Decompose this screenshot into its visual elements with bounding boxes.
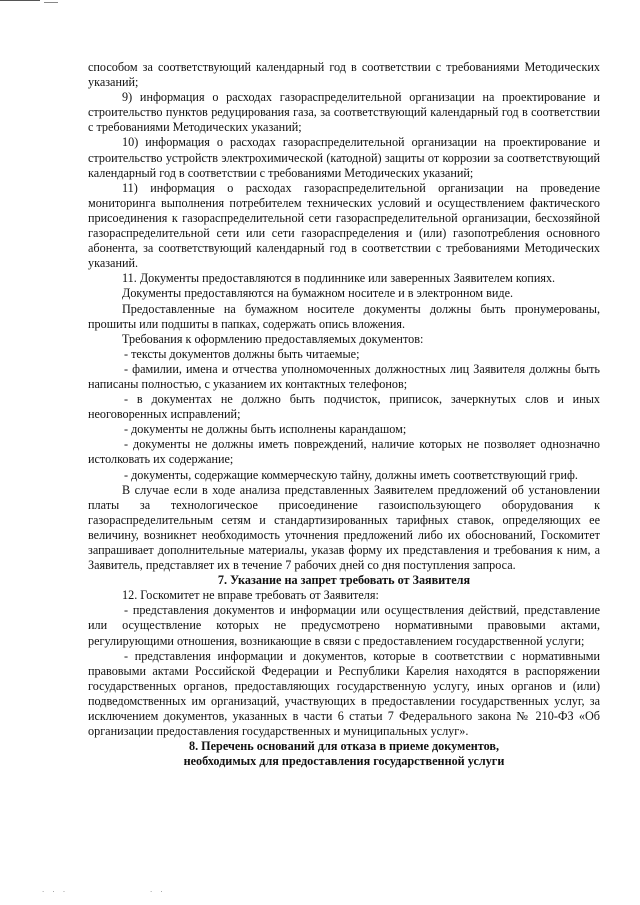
prohibition-item: - представления информации и документов, которые в соответствии с нормативными правовыми актами Российской Федерации и Республики Карелия находятся в распоряжении государственных органов, предоставляющих государственную услугу, иных органов и (или) подведомственных им организаций, участвующих в предоставлении государственных услуг, за исключением документов, указанных в части 6 статьи 7 Федерального закона № 210-ФЗ «Об организации предоставления государственных и муниципальных услуг». — [88, 648, 600, 739]
paragraph-item-9: 9) информация о расходах газораспределительной организации на проектирование и строительство пунктов редуцирования газа, за соответствующий календарный год в соответствии с требованиями Методических указаний; — [88, 90, 600, 135]
scan-mark-top-2 — [44, 2, 58, 4]
paragraph-requirements-intro: Требования к оформлению предоставляемых документов: — [122, 331, 424, 346]
paragraph-1: способом за соответствующий календарный год в соответствии с требованиями Методических указаний; — [88, 60, 600, 90]
requirement-item: - документы, содержащие коммерческую тайну, должны иметь соответствующий гриф. — [124, 467, 578, 482]
paragraph-clarification: В случае если в ходе анализа представленных Заявителем предложений об установлении платы за технологическое присоединение газоиспользующего оборудования к газораспределительным сетям и стандартизированных тарифных ставок, определяющих ее величину, возникнет необходимость уточнения предложений либо их обоснований, Госкомитет запрашивает дополнительные материалы, указав форму их представления и требования к ним, а Заявитель, представляет их в течение 7 рабочих дней со дня поступления запроса. — [88, 482, 600, 573]
section-8-heading-line-1: 8. Перечень оснований для отказа в приеме документов, — [188, 739, 500, 754]
requirement-item: - тексты документов должны быть читаемые; — [124, 346, 360, 361]
section-8-heading-line-2: необходимых для предоставления государственной услуги — [183, 754, 505, 769]
requirement-item: - документы не должны быть исполнены карандашом; — [124, 422, 407, 437]
requirement-item: - в документах не должно быть подчисток, приписок, зачеркнутых слов и иных неоговоренных исправлений; — [88, 392, 600, 422]
paragraph-numbering: Предоставленные на бумажном носителе документы должны быть пронумерованы, прошиты или подшиты в папках, содержать опись вложения. — [88, 301, 600, 331]
paragraph-clause-12: 12. Госкомитет не вправе требовать от Заявителя: — [122, 588, 379, 603]
requirement-item: - фамилии, имена и отчества уполномоченных должностных лиц Заявителя должны быть написаны полностью, с указанием их контактных телефонов; — [88, 361, 600, 391]
document-body — [88, 60, 600, 769]
scan-mark-top — [0, 0, 40, 2]
requirement-item: - документы не должны иметь повреждений, наличие которых не позволяет однозначно истолковать их содержание; — [88, 437, 600, 467]
scan-mark-bottom-left: · · · — [42, 888, 69, 896]
section-7-heading: 7. Указание на запрет требовать от Заявителя — [217, 573, 471, 588]
paragraph-clause-11: 11. Документы предоставляются в подлиннике или заверенных Заявителем копиях. — [122, 271, 556, 286]
paragraph-carrier: Документы предоставляются на бумажном носителе и в электронном виде. — [122, 286, 514, 301]
prohibition-item: - представления документов и информации или осуществления действий, представление или осуществление которых не предусмотрено нормативными правовыми актами, регулирующими отношения, возникающие в связи с предоставлением государственной услуги; — [88, 603, 600, 648]
paragraph-item-11: 11) информация о расходах газораспределительной организации на проведение мониторинга выполнения потребителем технических условий и осуществлением фактического присоединения к газораспределительной сети газораспределительной организации, бесхозяйной газораспределительной сети или сети газораспределения и (или) газопотребления основного абонента, за соответствующий календарный год в соответствии с требованиями Методических указаний. — [88, 180, 600, 271]
paragraph-item-10: 10) информация о расходах газораспределительной организации на проектирование и строительство устройств электрохимической (катодной) защиты от коррозии за соответствующий календарный год в соответствии с требованиями Методических указаний; — [88, 135, 600, 180]
scan-mark-bottom-mid: · · — [150, 888, 166, 896]
